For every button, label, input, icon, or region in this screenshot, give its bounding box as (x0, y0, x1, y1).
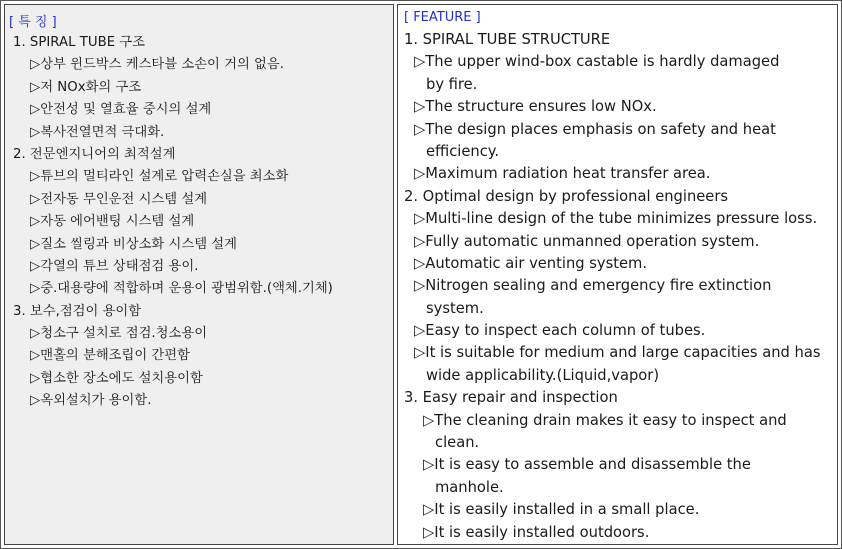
feature-item: ▷복사전열면적 극대화. (30, 124, 165, 140)
feature-continuation: system. (426, 299, 484, 317)
section-heading: 2. Optimal design by professional engineers (404, 187, 729, 205)
feature-item: ▷협소한 장소에도 설치용이함 (30, 370, 203, 386)
section-heading: 2. 전문엔지니어의 최적설계 (13, 146, 176, 162)
korean-title: [ 특 징 ] (9, 15, 57, 30)
feature-continuation: manhole. (435, 478, 504, 496)
feature-item: ▷The upper wind-box castable is hardly damaged (414, 53, 780, 71)
feature-item: ▷It is easily installed outdoors. (423, 523, 650, 541)
feature-item: ▷질소 씰링과 비상소화 시스템 설계 (30, 236, 237, 252)
english-feature-list (398, 29, 837, 544)
feature-continuation: clean. (435, 434, 480, 452)
feature-item: ▷Easy to inspect each column of tubes. (414, 322, 706, 340)
feature-item: ▷각열의 튜브 상태점검 용이. (30, 258, 199, 274)
english-feature-panel (397, 4, 838, 545)
feature-item: ▷It is easily installed in a small place. (423, 501, 700, 519)
feature-item: ▷맨홀의 분해조립이 간편함 (30, 348, 190, 364)
korean-feature-list (5, 32, 393, 413)
feature-continuation: efficiency. (426, 142, 500, 160)
feature-item: ▷Maximum radiation heat transfer area. (414, 165, 711, 183)
feature-item: ▷튜브의 멀티라인 설계로 압력손실을 최소화 (30, 169, 289, 185)
section-heading: 3. Easy repair and inspection (404, 389, 618, 407)
feature-item: ▷It is easy to assemble and disassemble the (423, 456, 751, 474)
feature-item: ▷The structure ensures low NOx. (414, 98, 657, 116)
section-heading: 1. SPIRAL TUBE 구조 (13, 35, 146, 50)
feature-continuation: by fire. (426, 75, 478, 93)
section-heading: 1. SPIRAL TUBE STRUCTURE (404, 31, 611, 48)
feature-item: ▷중.대용량에 적합하며 운용이 광범위함.(액체.기체) (30, 281, 333, 297)
korean-feature-panel (4, 4, 394, 545)
english-title: [ FEATURE ] (404, 10, 481, 25)
feature-item: ▷저 NOx화의 구조 (30, 79, 142, 95)
section-heading: 3. 보수,점검이 용이함 (13, 303, 142, 319)
feature-item: ▷안전성 및 열효율 중시의 설계 (30, 102, 212, 118)
feature-item: ▷Multi-line design of the tube minimizes pressure loss. (414, 210, 818, 228)
feature-item: ▷Nitrogen sealing and emergency fire extinction (414, 277, 772, 295)
feature-item: ▷전자동 무인운전 시스템 설계 (30, 191, 208, 207)
feature-item: ▷The cleaning drain makes it easy to inspect and (423, 411, 787, 429)
feature-item: ▷옥외설치가 용이함. (30, 393, 152, 409)
feature-item: ▷The design places emphasis on safety and heat (414, 120, 776, 138)
feature-item: ▷It is suitable for medium and large capacities and has (414, 344, 821, 362)
feature-item: ▷Fully automatic unmanned operation system. (414, 232, 760, 250)
feature-item: ▷자동 에어밴팅 시스템 설계 (30, 214, 195, 230)
feature-continuation: wide applicability.(Liquid,vapor) (426, 366, 660, 384)
feature-item: ▷Automatic air venting system. (414, 254, 648, 272)
feature-item: ▷상부 윈드박스 케스타블 소손이 거의 없음. (30, 57, 284, 73)
feature-item: ▷청소구 설치로 점검.청소용이 (30, 326, 208, 342)
